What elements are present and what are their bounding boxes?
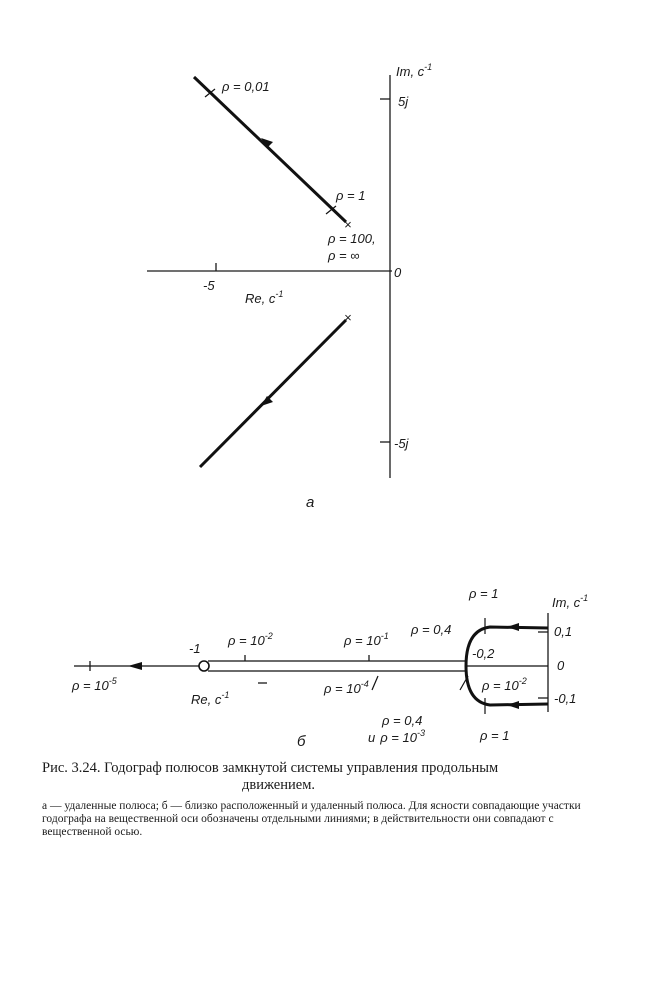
a-lower-locus — [200, 320, 346, 467]
b-real-axis-arrow — [128, 662, 142, 670]
b-tick-minus1-label: -1 — [189, 641, 201, 656]
b-re-label: Re, $c^{-1}$ — [191, 690, 230, 707]
a-re-label: Re, $c^{-1}$ — [245, 289, 284, 306]
a-rho-1-label: ρ = 1 — [336, 188, 366, 203]
a-tick-minus5j-label: -5j — [394, 436, 409, 451]
a-tick-minus5-label: -5 — [203, 278, 215, 293]
a-lower-arrow — [261, 396, 273, 406]
caption-title-line1: Рис. 3.24. Годограф полюсов замкнутой системы управления продольным — [42, 760, 499, 776]
b-rho-1-bottom-label: ρ = 1 — [480, 728, 510, 743]
panel-b — [71, 586, 588, 750]
caption-note: а — удаленные полюса; б — близко расположенный и удаленный полюса. Для ясности совпадающие участки годографа на вещественной оси обозначены отдельными линиями; в действительности они совпадают с вещественной осью. — [42, 800, 581, 838]
b-origin-label: 0 — [557, 658, 565, 673]
b-rho-1e3-label: и $\rho = 10^{-3}$ — [368, 728, 425, 745]
b-tick-01-label: 0,1 — [554, 624, 573, 639]
b-tick-minus02-label: -0,2 — [472, 646, 495, 661]
a-panel-letter: a — [306, 494, 315, 511]
b-rho-1e5-label: $\rho = 10^{-5}$ — [72, 676, 117, 693]
b-rho-1e4-label: $\rho = 10^{-4}$ — [324, 679, 369, 696]
b-pole-minus1 — [199, 661, 209, 671]
figure-caption — [42, 760, 622, 839]
b-panel-letter: б — [297, 733, 306, 750]
a-upper-locus — [194, 77, 346, 222]
b-rho-1e1-label: $\rho = 10^{-1}$ — [344, 631, 389, 648]
b-slash-1e4 — [372, 676, 378, 690]
b-rho-04-bottom-label: ρ = 0,4 — [382, 713, 423, 728]
b-upper-arrow — [507, 623, 519, 631]
a-im-label: Im, $c^{-1}$ — [396, 62, 433, 79]
caption-title — [42, 760, 622, 794]
a-tick-5j-label: 5j — [398, 94, 409, 109]
b-tick-minus01-label: -0,1 — [554, 691, 577, 706]
b-rho-04-top-label: ρ = 0,4 — [411, 622, 452, 637]
a-pole-x-lower: × — [344, 310, 352, 325]
a-origin-label: 0 — [394, 265, 402, 280]
panel-a — [147, 62, 432, 511]
caption-title-line2: движением. — [242, 777, 316, 793]
b-lower-arrow — [507, 701, 519, 709]
b-im-label: Im, $c^{-1}$ — [552, 593, 589, 610]
a-pole-x-upper: × — [344, 217, 352, 232]
b-rho-1e2-right-label: $\rho = 10^{-2}$ — [482, 676, 527, 693]
b-rho-1e2-left-label: $\rho = 10^{-2}$ — [228, 631, 273, 648]
b-rho-1-top-label: ρ = 1 — [469, 586, 499, 601]
a-rho-inf-label: ρ = ∞ — [328, 248, 360, 263]
a-rho-100-label: ρ = 100, — [328, 231, 376, 246]
a-rho-001-label: ρ = 0,01 — [222, 79, 270, 94]
